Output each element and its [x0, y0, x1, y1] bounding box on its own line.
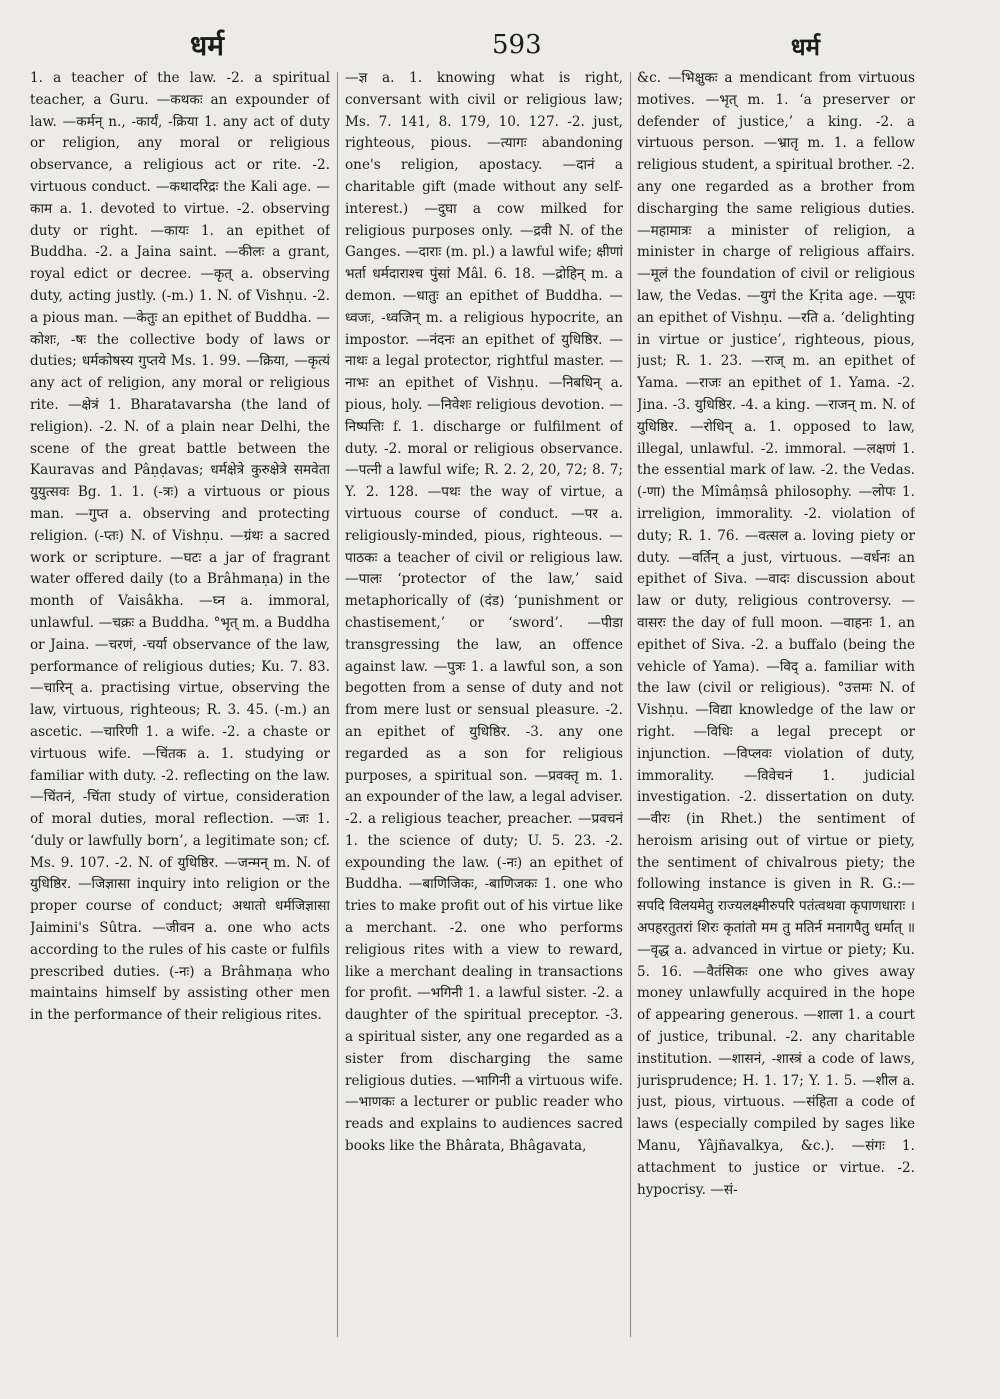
text-column-2: —ज्ञ a. 1. knowing what is right, conversant with civil or religious law; Ms. 7. 141, 8. 179, 10. 127. -2. just, righteous, pious. —त्यागः abandoning one's religion, apostacy. —दानं a charitable gift (made without any self-interest.) —दुघा a cow milked for religious purposes only. —द्रवी N. of the Ganges. —दाराः (m. pl.) a lawful wife; क्षीणां भर्ता धर्मदाराश्च पुंसां Mâl. 6. 18. —द्रोहिन् m. a demon. —धातुः an epithet of Buddha. —ध्वजः, -ध्वजिन् m. a religious hypocrite, an impostor. —नंदनः an epithet of युधिष्ठिर. —नाथः a legal protector, rightful master. —नाभः an epithet of Vishṇu. —निबधिन् a. pious, holy. —निवेशः religious devotion. —निष्पत्तिः f. 1. discharge or fulfilment of duty. -2. moral or religious observance. —पत्नी a lawful wife; R. 2. 2, 20, 72; 8. 7; Y. 2. 128. —पथः the way of virtue, a virtuous course of conduct. —पर a. religiously-minded, pious, righteous. —पाठकः a teacher of civil or religious law. —पालः ‘protector of the law,’ said metaphorically of (दंड) ‘punishment or chastisement,’ or ‘sword’. —पीडा transgressing the law, an offence against law. —पुत्रः 1. a lawful son, a son begotten from a sense of duty and not from mere lust or sensual pleasure. -2. an epithet of युधिष्ठिर. -3. any one regarded as a son for religious purposes, a spiritual son. —प्रवक्तृ m. 1. an expounder of the law, a legal adviser. -2. a religious teacher, preacher. —प्रवचनं 1. the science of duty; U. 5. 23. -2. expounding the law. (-नः) an epithet of Buddha. —बाणिजिकः, -बाणिजकः 1. one who tries to make profit out of his virtue like a merchant. -2. one who performs religious rites with a view to reward, like a merchant dealing in transactions for profit. —भगिनी 1. a lawful sister. -2. a daughter of the spiritual preceptor. -3. a spiritual sister, any one regarded as a sister from discharging the same religious duties. —भागिनी a virtuous wife. —भाणकः a lecturer or public reader who reads and explains to audiences sacred books like the Bhârata, Bhâgavata,	[345, 70, 623, 1155]
page-number: 593	[492, 30, 542, 60]
text-column-3: &c. —भिक्षुकः a mendicant from virtuous motives. —भृत् m. 1. ‘a preserver or defender of justice,’ a king. -2. a virtuous person. —भ्रातृ m. 1. a fellow religious student, a spiritual brother. -2. any one regarded as a brother from discharging the same religious duties. —महामात्रः a minister of religion, a minister in charge of religious affairs. —मूलं the foundation of civil or religious law, the Vedas. —युगं the Kṛita age. —यूपः an epithet of Vishṇu. —रति a. ‘delighting in virtue or justice’, righteous, pious, just; R. 1. 23. —राज् m. an epithet of Yama. —राजः an epithet of 1. Yama. -2. Jina. -3. युधिष्ठिर. -4. a king. —राजन् m. N. of युधिष्ठिर. —रोधिन् a. 1. opposed to law, illegal, unlawful. -2. immoral. —लक्षणं 1. the essential mark of law. -2. the Vedas. (-णा) the Mîmâṃsâ philosophy. —लोपः 1. irreligion, immorality. -2. violation of duty; R. 1. 76. —वत्सल a. loving piety or duty. —वर्तिन् a just, virtuous. —वर्धनः an epithet of Siva. —वादः discussion about law or duty, religious controversy. —वासरः the day of full moon. —वाहनः 1. an epithet of Siva. -2. a buffalo (being the vehicle of Yama). —विद् a. familiar with the law (civil or religious). °उत्तमः N. of Vishṇu. —विद्या knowledge of the law or right. —विधिः a legal precept or injunction. —विप्लवः violation of duty, immorality. —विवेचनं 1. judicial investigation. -2. dissertation on duty. —वीरः (in Rhet.) the sentiment of heroism arising out of virtue or piety, the sentiment of chivalrous piety; the following instance is given in R. G.:—सपदि विलयमेतु राज्यलक्ष्मीरुपरि पतंत्वथवा कृपाणधाराः । अपहरतुतरां शिरः कृतांतो मम तु मतिर्न मनागपैतु धर्मात् ॥ —वृद्ध a. advanced in virtue or piety; Ku. 5. 16. —वैतंसिकः one who gives away money unlawfully acquired in the hope of appearing generous. —शाला 1. a court of justice, tribunal. -2. any charitable institution. —शासनं, -शास्त्रं a code of laws, jurisprudence; H. 1. 17; Y. 1. 5. —शील a. just, pious, virtuous. —संहिता a code of laws (especially compiled by sages like Manu, Yâjñavalkya, &c.). —संगः 1. attachment to justice or virtue. -2. hypocrisy. —सं-	[637, 70, 915, 1198]
running-headword-left: धर्म	[190, 29, 224, 62]
column-divider-2	[630, 72, 631, 1337]
running-head	[30, 20, 970, 68]
running-headword-right: धर्म	[790, 32, 820, 61]
text-column-1: 1. a teacher of the law. -2. a spiritual teacher, a Guru. —कथकः an expounder of law. —कर्मन् n., -कार्यं, -क्रिया 1. any act of duty or religion, any moral or religious observance, a religious act or rite. -2. virtuous conduct. —कथादरिद्रः the Kali age. —काम a. 1. devoted to virtue. -2. observing duty or right. —कायः 1. an epithet of Buddha. -2. a Jaina saint. —कीलः a grant, royal edict or decree. —कृत् a. observing duty, acting justly. (-m.) 1. N. of Vishṇu. -2. a pious man. —केतुः an epithet of Buddha. —कोशः, -षः the collective body of laws or duties; धर्मकोषस्य गुप्तये Ms. 1. 99. —क्रिया, —कृत्यं any act of religion, any moral or religious rite. —क्षेत्रं 1. Bharatavarsha (the land of religion). -2. N. of a plain near Delhi, the scene of the great battle between the Kauravas and Pâṇḍavas; धर्मक्षेत्रे कुरुक्षेत्रे समवेता युयुत्सवः Bg. 1. 1. (-त्रः) a virtuous or pious man. —गुप्त a. observing and protecting religion. (-प्तः) N. of Vishṇu. —ग्रंथः a sacred work or scripture. —घटः a jar of fragrant water offered daily (to a Brâhmaṇa) in the month of Vaisâkha. —घ्न a. immoral, unlawful. —चक्रः a Buddha. °भृत् m. a Buddha or Jaina. —चरणं, -चर्या observance of the law, performance of religious duties; Ku. 7. 83. —चारिन् a. practising virtue, observing the law, virtuous, righteous; R. 3. 45. (-m.) an ascetic. —चारिणी 1. a wife. -2. a chaste or virtuous wife. —चिंतक a. 1. studying or familiar with duty. -2. reflecting on the law. —चिंतनं, -चिंता study of virtue, consideration of moral duties, moral reflection. —जः 1. ‘duly or lawfully born’, a legitimate son; cf. Ms. 9. 107. -2. N. of युधिष्ठिर. —जन्मन् m. N. of युधिष्ठिर. —जिज्ञासा inquiry into religion or the proper course of conduct; अथातो धर्मजिज्ञासा Jaimini's Sûtra. —जीवन a. one who acts according to the rules of his caste or fulfils prescribed duties. (-नः) a Brâhmaṇa who maintains himself by assisting other men in the performance of their religious rites.	[30, 70, 330, 1024]
column-divider-1	[337, 72, 338, 1337]
